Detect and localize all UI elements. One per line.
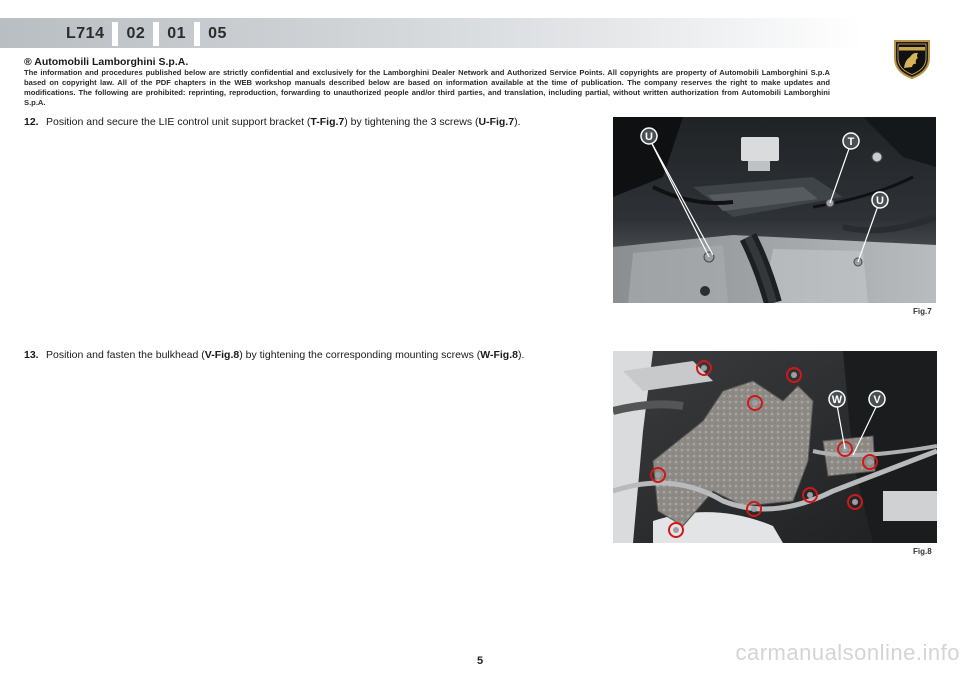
callout-T: [843, 133, 859, 149]
legal-body: The information and procedures published below are strictly confidential and exclusively for the Lamborghini Dealer Network and Authorized Service Points. All copyrights are property of Automobili Lamborghini S.p.A based on copyright law. All of the PDF chapters in the WEB workshop manuals described below are based on information available at the time of publication. The company reserves the right to make updates and modifications. The following are prohibited: reprinting, reproduction, forwarding to unauthorized people and/or third parties, and translation, including partial, without written authorization from Automobili Lamborghini S.p.A.: [24, 68, 830, 107]
svg-text:U: U: [876, 195, 884, 207]
legal-notice: [24, 56, 830, 108]
svg-text:U: U: [645, 131, 653, 143]
svg-text:T: T: [847, 136, 855, 148]
page-number: 5: [476, 655, 484, 667]
watermark: carmanualsonline.info: [735, 640, 960, 665]
reference-T: T-Fig.7: [310, 116, 345, 128]
svg-text:W: W: [831, 394, 843, 406]
model-code: L714: [66, 25, 105, 42]
step-13: 13. Position and fasten the bulkhead (V-Fig.8) by tightening the corresponding mounting screws (W-Fig.8).: [24, 349, 525, 361]
legal-title: ® Automobili Lamborghini S.p.A.: [24, 56, 189, 68]
callout-U-2: [872, 192, 888, 208]
reference-W: W-Fig.8: [480, 349, 518, 361]
document-code: [58, 22, 235, 46]
step-number: 12.: [24, 116, 39, 128]
subgroup-code: 01: [167, 25, 187, 42]
group-code: 02: [126, 25, 146, 42]
figure-8-label: Fig.8: [913, 547, 932, 556]
lamborghini-logo-icon: [891, 38, 933, 80]
reference-V: V-Fig.8: [204, 349, 240, 361]
figure-8-photo: [613, 351, 937, 543]
section-code: 05: [208, 25, 227, 42]
figure-7-label: Fig.7: [913, 307, 932, 316]
callout-V: [869, 391, 885, 407]
figure-7-photo: [613, 117, 936, 303]
svg-text:V: V: [873, 394, 881, 406]
reference-U: U-Fig.7: [478, 116, 515, 128]
callout-W: [829, 391, 845, 407]
step-12: 12. Position and secure the LIE control unit support bracket (T-Fig.7) by tightening the 3 screws (U-Fig.7).: [24, 116, 521, 128]
callout-U-1: [641, 128, 657, 144]
step-number: 13.: [24, 349, 39, 361]
